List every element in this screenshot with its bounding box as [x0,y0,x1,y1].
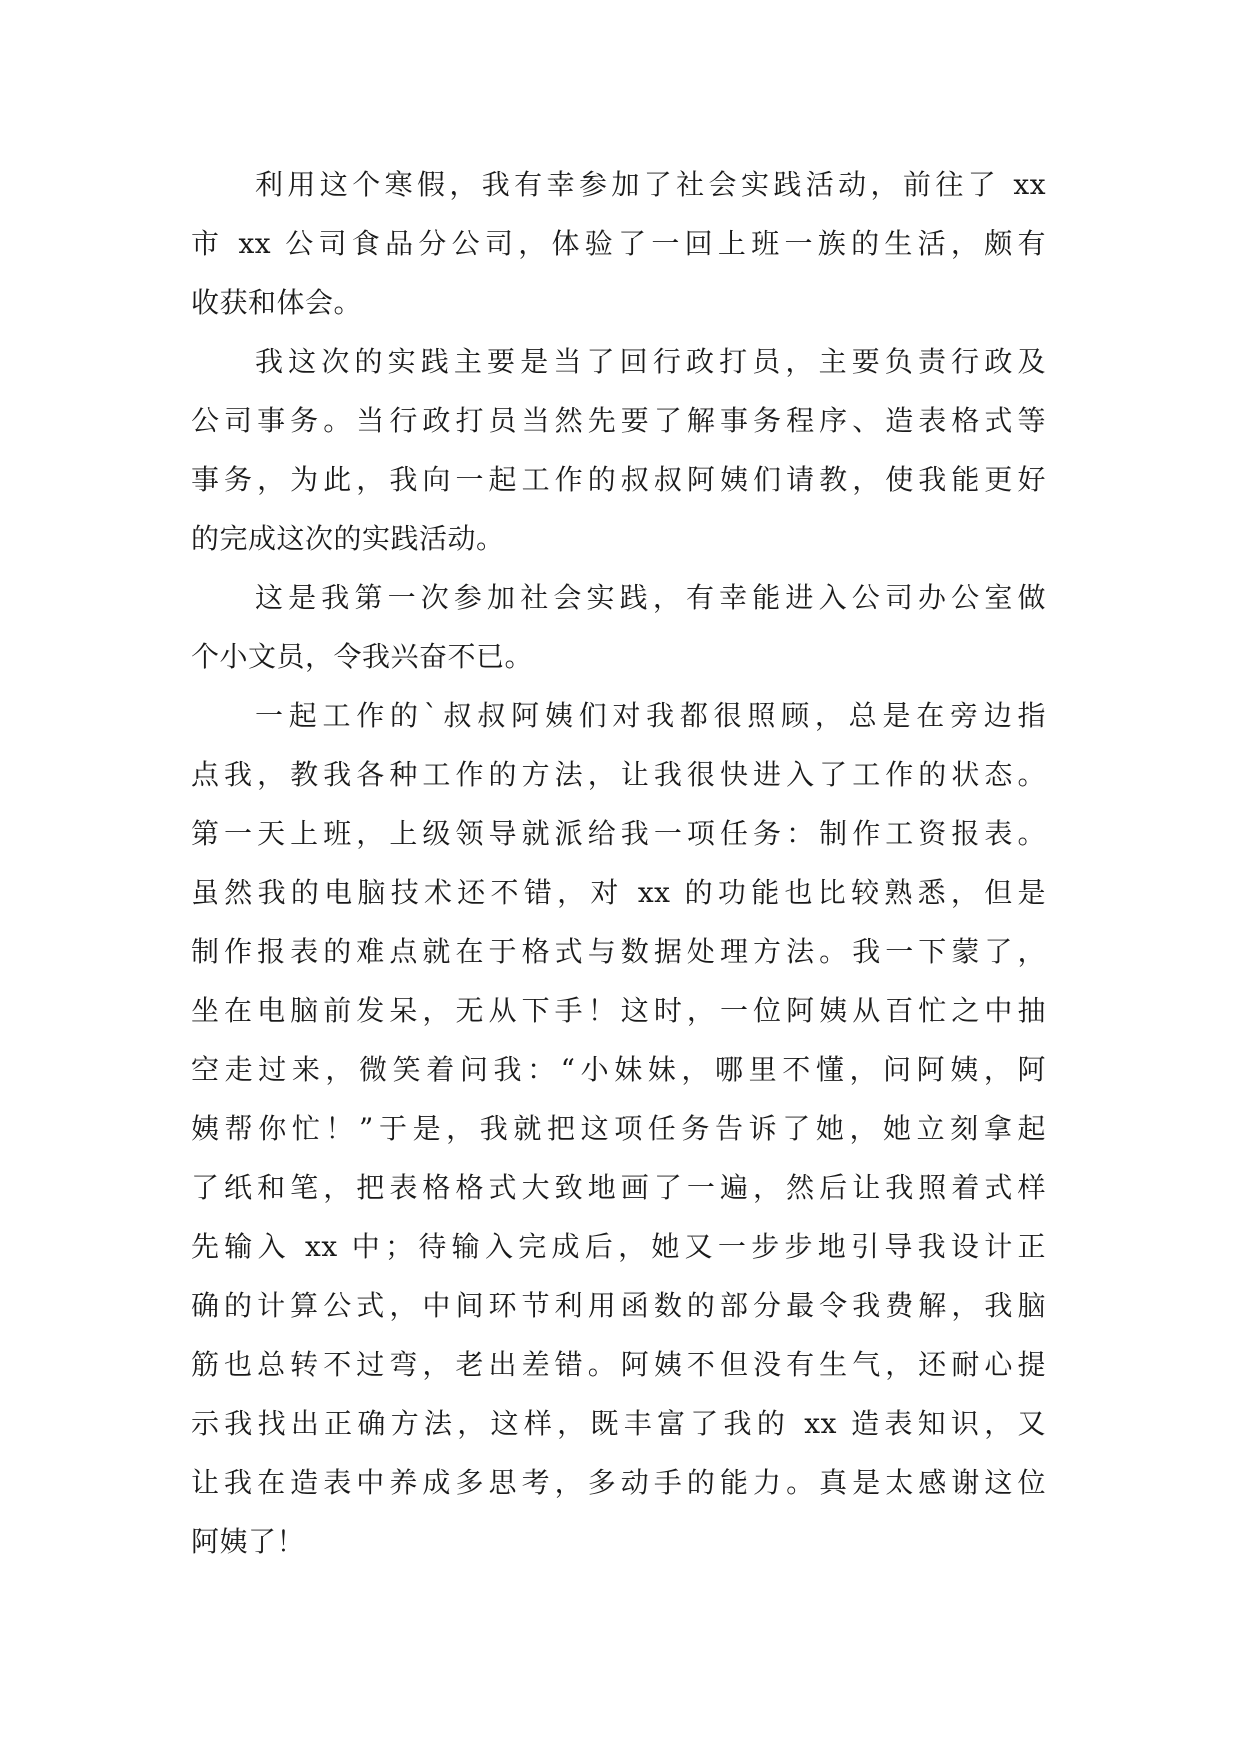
document-body [191,155,1046,1571]
paragraph-line: 确的计算公式，中间环节利用函数的部分最令我费解，我脑 [191,1289,1046,1322]
paragraph-line: 先输入 xx 中；待输入完成后，她又一步步地引导我设计正 [191,1230,1046,1263]
paragraph-line: 示我找出正确方法，这样，既丰富了我的 xx 造表知识，又 [191,1407,1046,1440]
paragraph-3 [191,568,1046,686]
paragraph-line: 姨帮你忙！”于是，我就把这项任务告诉了她，她立刻拿起 [191,1112,1046,1145]
paragraph-line: 点我，教我各种工作的方法，让我很快进入了工作的状态。 [191,758,1046,791]
paragraph-line: 这是我第一次参加社会实践，有幸能进入公司办公室做 [255,581,1046,614]
paragraph-line: 制作报表的难点就在于格式与数据处理方法。我一下蒙了， [191,935,1046,968]
paragraph-line: 虽然我的电脑技术还不错，对 xx 的功能也比较熟悉，但是 [191,876,1046,909]
paragraph-line: 收获和体会。 [191,286,363,319]
paragraph-2 [191,332,1046,568]
paragraph-line: 空走过来，微笑着问我：“小妹妹，哪里不懂，问阿姨，阿 [191,1053,1046,1086]
paragraph-line: 个小文员，令我兴奋不已。 [191,640,534,673]
paragraph-line: 公司事务。当行政打员当然先要了解事务程序、造表格式等 [191,404,1046,437]
paragraph-line: 利用这个寒假，我有幸参加了社会实践活动，前往了 xx [255,168,1046,201]
paragraph-line: 一起工作的`叔叔阿姨们对我都很照顾，总是在旁边指 [255,699,1046,732]
paragraph-line: 第一天上班，上级领导就派给我一项任务：制作工资报表。 [191,817,1046,850]
paragraph-line: 事务，为此，我向一起工作的叔叔阿姨们请教，使我能更好 [191,463,1046,496]
paragraph-line: 市 xx 公司食品分公司，体验了一回上班一族的生活，颇有 [191,227,1046,260]
paragraph-1 [191,155,1046,332]
paragraph-line: 的完成这次的实践活动。 [191,522,505,555]
paragraph-line: 了纸和笔，把表格格式大致地画了一遍，然后让我照着式样 [191,1171,1046,1204]
paragraph-line: 让我在造表中养成多思考，多动手的能力。真是太感谢这位 [191,1466,1046,1499]
paragraph-line: 我这次的实践主要是当了回行政打员，主要负责行政及 [255,345,1046,378]
paragraph-4 [191,686,1046,1571]
paragraph-line: 阿姨了！ [191,1525,306,1558]
paragraph-line: 坐在电脑前发呆，无从下手！这时，一位阿姨从百忙之中抽 [191,994,1046,1027]
paragraph-line: 筋也总转不过弯，老出差错。阿姨不但没有生气，还耐心提 [191,1348,1046,1381]
